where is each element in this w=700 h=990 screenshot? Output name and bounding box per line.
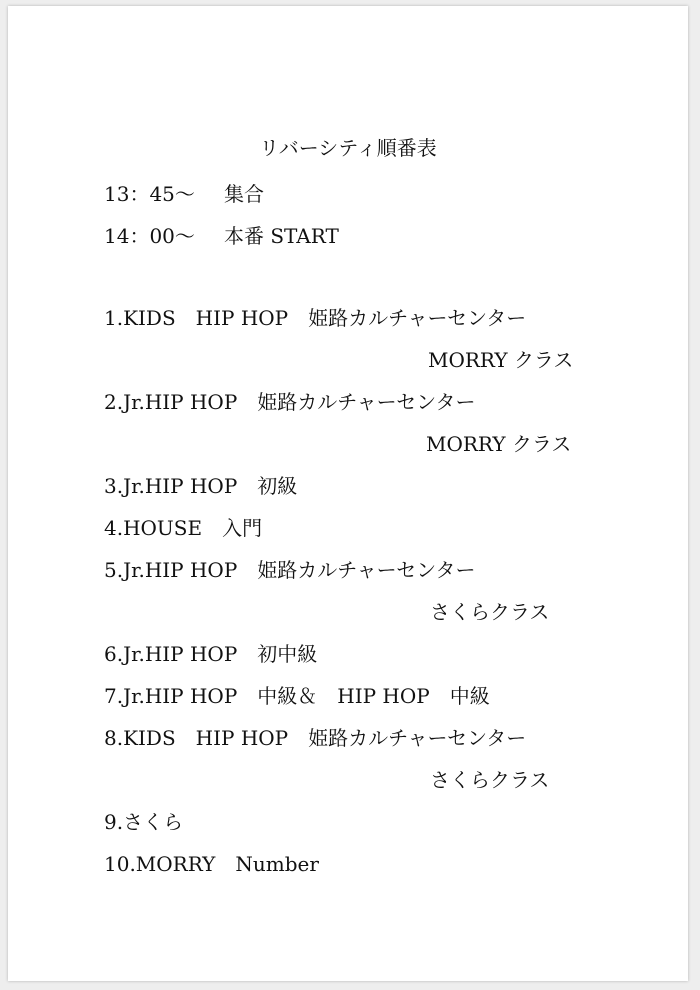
program-item-1: 1.KIDS HIP HOP 姫路カルチャーセンター: [104, 306, 527, 330]
schedule-start-time: 14：00〜: [104, 224, 195, 248]
program-item-10: 10.MORRY Number: [104, 852, 319, 876]
schedule-gather-label: 集合: [224, 182, 264, 206]
program-item-2-class: MORRY クラス: [426, 432, 572, 456]
program-item-4: 4.HOUSE 入門: [104, 516, 263, 540]
document-title: リバーシティ順番表: [259, 136, 437, 160]
program-item-2: 2.Jr.HIP HOP 姫路カルチャーセンター: [104, 390, 476, 414]
program-item-6: 6.Jr.HIP HOP 初中級: [104, 642, 318, 666]
program-item-1-class: MORRY クラス: [428, 348, 574, 372]
schedule-gather-time: 13：45〜: [104, 182, 195, 206]
document-body: [8, 6, 688, 981]
program-item-5: 5.Jr.HIP HOP 姫路カルチャーセンター: [104, 558, 476, 582]
schedule-start-label: 本番 START: [224, 224, 339, 248]
program-item-3: 3.Jr.HIP HOP 初級: [104, 474, 298, 498]
document-page: [8, 6, 688, 981]
program-item-5-class: さくらクラス: [430, 600, 550, 624]
program-item-8: 8.KIDS HIP HOP 姫路カルチャーセンター: [104, 726, 527, 750]
program-item-9: 9.さくら: [104, 810, 184, 834]
program-item-7: 7.Jr.HIP HOP 中級＆ HIP HOP 中級: [104, 684, 490, 708]
program-item-8-class: さくらクラス: [430, 768, 550, 792]
